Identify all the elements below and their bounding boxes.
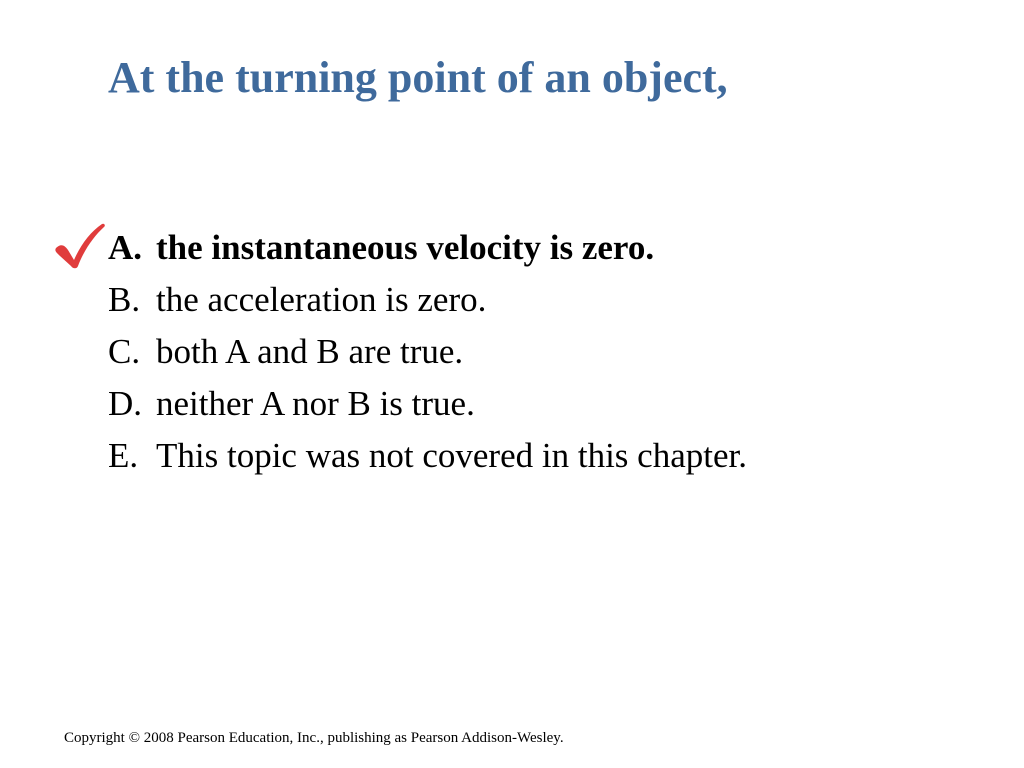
answer-item-b <box>108 274 988 326</box>
answer-item-d <box>108 378 988 430</box>
answer-letter: E. <box>108 436 139 475</box>
answer-item-a <box>108 222 988 274</box>
answer-letter: B. <box>108 280 141 319</box>
answer-text: the acceleration is zero. <box>156 280 487 319</box>
answer-item-e <box>108 430 988 482</box>
answer-letter: A. <box>108 228 143 267</box>
answer-letter: D. <box>108 384 143 423</box>
answer-item-c <box>108 326 988 378</box>
check-icon <box>52 220 106 270</box>
answer-text: both A and B are true. <box>156 332 464 371</box>
copyright-footer: Copyright © 2008 Pearson Education, Inc., publishing as Pearson Addison-Wesley. <box>64 730 564 746</box>
answer-list <box>108 222 988 482</box>
answer-text: This topic was not covered in this chapter. <box>156 436 747 475</box>
slide-title: At the turning point of an object, <box>108 53 728 102</box>
answer-text: neither A nor B is true. <box>156 384 475 423</box>
answer-text: the instantaneous velocity is zero. <box>156 228 655 267</box>
answer-letter: C. <box>108 332 141 371</box>
